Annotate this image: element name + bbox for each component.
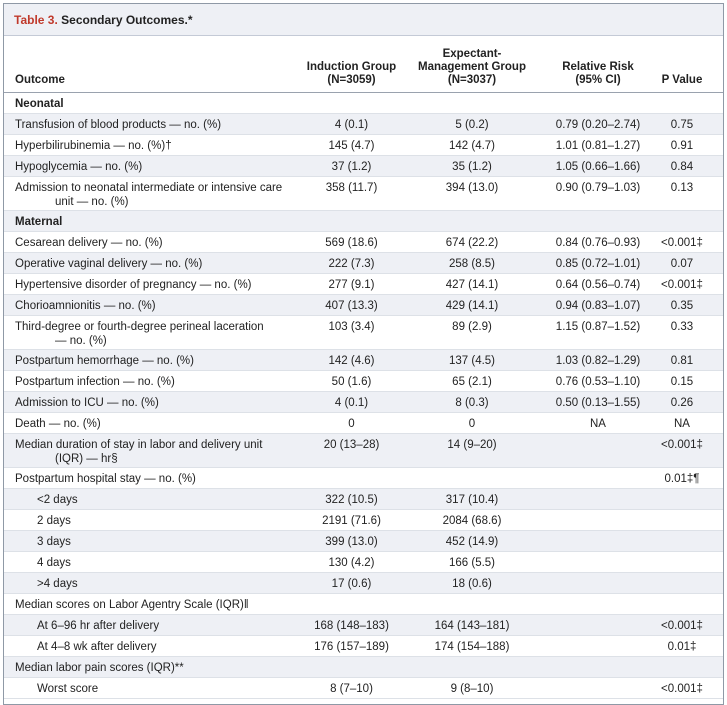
col-header-outcome: Outcome bbox=[15, 74, 65, 86]
cell-expectant: 164 (143–181) bbox=[434, 620, 510, 632]
cell-relative-risk: NA bbox=[590, 418, 606, 430]
cell-relative-risk: 1.01 (0.81–1.27) bbox=[555, 140, 641, 152]
row-label bbox=[15, 376, 295, 390]
cell-p-value: 0.01‡¶ bbox=[664, 473, 700, 485]
cell-expectant: 142 (4.7) bbox=[448, 140, 496, 152]
cell-induction: 142 (4.6) bbox=[328, 355, 375, 367]
col-header-induction-line2: (N=3059) bbox=[327, 74, 376, 86]
cell-induction: 222 (7.3) bbox=[328, 258, 375, 270]
row-label-text: Admission to neonatal intermediate or intensive care bbox=[15, 182, 283, 194]
cell-p-value: <0.001‡ bbox=[661, 237, 703, 249]
cell-p-value: 0.13 bbox=[670, 182, 694, 194]
cell-expectant: 394 (13.0) bbox=[445, 182, 499, 194]
table-row bbox=[4, 594, 723, 615]
row-label-text: >4 days bbox=[37, 578, 78, 590]
table-frame bbox=[3, 3, 724, 705]
row-label bbox=[15, 355, 295, 369]
row-label bbox=[15, 473, 295, 487]
table-row bbox=[4, 413, 723, 434]
cell-p-value: 0.91 bbox=[670, 140, 694, 152]
table-title-bar bbox=[4, 4, 723, 36]
table-row bbox=[4, 371, 723, 392]
cell-p-value: <0.001‡ bbox=[661, 683, 703, 695]
table-row bbox=[4, 316, 723, 350]
row-label bbox=[37, 683, 317, 697]
col-header-expectant bbox=[406, 48, 538, 87]
cell-induction: 8 (7–10) bbox=[330, 683, 373, 695]
cell-induction: 176 (157–189) bbox=[314, 641, 389, 653]
cell-expectant: 166 (5.5) bbox=[448, 557, 496, 569]
cell-p-value: 0.81 bbox=[670, 355, 694, 367]
cell-expectant: 18 (0.6) bbox=[452, 578, 492, 590]
row-label-text: Postpartum infection — no. (%) bbox=[15, 376, 175, 388]
cell-induction: 4 (0.1) bbox=[334, 119, 369, 131]
cell-expectant: 174 (154–188) bbox=[434, 641, 510, 653]
cell-induction: 145 (4.7) bbox=[328, 140, 375, 152]
cell-induction: 17 (0.6) bbox=[331, 578, 372, 590]
cell-p-value: 0.33 bbox=[670, 321, 694, 333]
cell-relative-risk: 1.05 (0.66–1.66) bbox=[555, 161, 641, 173]
cell-p-value: <0.001‡ bbox=[661, 279, 703, 291]
cell-relative-risk: 0.94 (0.83–1.07) bbox=[555, 300, 641, 312]
table-body bbox=[4, 93, 723, 699]
col-header-p-value: P Value bbox=[661, 74, 703, 86]
table-section-row bbox=[4, 211, 723, 232]
row-label bbox=[15, 321, 295, 348]
cell-p-value: 0.84 bbox=[670, 161, 694, 173]
row-label bbox=[37, 494, 317, 508]
cell-p-value: 0.15 bbox=[670, 376, 694, 388]
row-label bbox=[37, 557, 317, 571]
cell-p-value: <0.001‡ bbox=[661, 439, 703, 451]
table-row bbox=[4, 678, 723, 699]
col-header-expectant-line3: (N=3037) bbox=[447, 74, 497, 86]
table-number: Table 3. bbox=[14, 12, 58, 27]
cell-p-value: 0.26 bbox=[670, 397, 694, 409]
cell-relative-risk: 0.64 (0.56–0.74) bbox=[555, 279, 641, 291]
cell-induction: 4 (0.1) bbox=[334, 397, 369, 409]
row-label bbox=[15, 140, 295, 154]
row-label bbox=[15, 182, 295, 209]
cell-expectant: 2084 (68.6) bbox=[442, 515, 502, 527]
cell-p-value: 0.01‡ bbox=[667, 641, 697, 653]
row-label-text: Median labor pain scores (IQR)** bbox=[15, 662, 184, 674]
col-header-expectant-line1: Expectant- bbox=[442, 48, 502, 60]
row-label-text: Hyperbilirubinemia — no. (%)† bbox=[15, 140, 172, 152]
row-label bbox=[37, 515, 317, 529]
cell-relative-risk: 0.79 (0.20–2.74) bbox=[555, 119, 641, 131]
cell-p-value: <0.001‡ bbox=[661, 620, 703, 632]
row-label bbox=[37, 620, 317, 634]
cell-relative-risk: 1.15 (0.87–1.52) bbox=[555, 321, 641, 333]
cell-expectant: 14 (9–20) bbox=[447, 439, 497, 451]
col-header-expectant-line2: Management Group bbox=[418, 61, 526, 73]
row-label-text: Operative vaginal delivery — no. (%) bbox=[15, 258, 203, 270]
cell-induction: 277 (9.1) bbox=[328, 279, 375, 291]
table-section-row bbox=[4, 93, 723, 114]
row-label bbox=[37, 641, 317, 655]
row-label-text: <2 days bbox=[37, 494, 78, 506]
cell-relative-risk: 0.90 (0.79–1.03) bbox=[555, 182, 641, 194]
cell-induction: 37 (1.2) bbox=[331, 161, 372, 173]
row-label-text: Median duration of stay in labor and delivery unit bbox=[15, 439, 263, 451]
row-label bbox=[15, 98, 295, 112]
cell-induction: 322 (10.5) bbox=[325, 494, 378, 506]
row-label bbox=[15, 258, 295, 272]
row-label-text: Worst score bbox=[37, 683, 99, 695]
cell-induction: 103 (3.4) bbox=[328, 321, 375, 333]
row-label-text-line2: — no. (%) bbox=[55, 334, 107, 347]
row-label bbox=[15, 599, 295, 613]
table-row bbox=[4, 392, 723, 413]
row-label bbox=[15, 397, 295, 411]
table-row bbox=[4, 510, 723, 531]
cell-induction: 50 (1.6) bbox=[331, 376, 372, 388]
row-label bbox=[15, 662, 295, 676]
cell-induction: 20 (13–28) bbox=[323, 439, 380, 451]
table-row bbox=[4, 274, 723, 295]
table-row bbox=[4, 636, 723, 657]
row-label-text: 2 days bbox=[37, 515, 71, 527]
row-label bbox=[15, 119, 295, 133]
cell-p-value: 0.07 bbox=[670, 258, 694, 270]
row-label-text-line2: (IQR) — hr§ bbox=[55, 452, 118, 465]
row-label-text: Death — no. (%) bbox=[15, 418, 101, 430]
cell-expectant: 317 (10.4) bbox=[445, 494, 499, 506]
row-label-text: Transfusion of blood products — no. (%) bbox=[15, 119, 222, 131]
col-header-induction-line1: Induction Group bbox=[306, 61, 397, 73]
table-row bbox=[4, 434, 723, 468]
row-label bbox=[15, 279, 295, 293]
table-row bbox=[4, 114, 723, 135]
row-label-text: Chorioamnionitis — no. (%) bbox=[15, 300, 156, 312]
cell-expectant: 137 (4.5) bbox=[448, 355, 496, 367]
row-label bbox=[15, 161, 295, 175]
row-label-text: Postpartum hemorrhage — no. (%) bbox=[15, 355, 194, 367]
row-label-text: Neonatal bbox=[15, 98, 64, 110]
cell-expectant: 9 (8–10) bbox=[450, 683, 494, 695]
cell-induction: 130 (4.2) bbox=[328, 557, 375, 569]
cell-p-value: 0.35 bbox=[670, 300, 694, 312]
row-label-text: At 6–96 hr after delivery bbox=[37, 620, 160, 632]
cell-induction: 0 bbox=[348, 418, 355, 430]
col-header-rr-line2: (95% CI) bbox=[575, 74, 621, 86]
table-row bbox=[4, 350, 723, 371]
cell-relative-risk: 0.84 (0.76–0.93) bbox=[555, 237, 641, 249]
row-label-text: Maternal bbox=[15, 216, 63, 228]
row-label-text: Hypoglycemia — no. (%) bbox=[15, 161, 143, 173]
cell-induction: 399 (13.0) bbox=[325, 536, 378, 548]
cell-expectant: 65 (2.1) bbox=[452, 376, 492, 388]
row-label bbox=[37, 536, 317, 550]
table-row bbox=[4, 489, 723, 510]
row-label-text-line2: unit — no. (%) bbox=[55, 195, 129, 208]
cell-induction: 569 (18.6) bbox=[325, 237, 378, 249]
table-row bbox=[4, 573, 723, 594]
row-label-text: Hypertensive disorder of pregnancy — no. (%) bbox=[15, 279, 252, 291]
table-row bbox=[4, 657, 723, 678]
cell-expectant: 674 (22.2) bbox=[445, 237, 499, 249]
cell-relative-risk: 1.03 (0.82–1.29) bbox=[555, 355, 641, 367]
cell-induction: 168 (148–183) bbox=[314, 620, 389, 632]
cell-expectant: 258 (8.5) bbox=[448, 258, 496, 270]
table-row bbox=[4, 232, 723, 253]
cell-induction: 2191 (71.6) bbox=[322, 515, 381, 527]
row-label bbox=[15, 300, 295, 314]
table-row bbox=[4, 135, 723, 156]
row-label bbox=[15, 216, 295, 230]
table-row bbox=[4, 156, 723, 177]
col-header-induction bbox=[294, 61, 409, 87]
row-label bbox=[15, 418, 295, 432]
row-label bbox=[15, 439, 295, 466]
col-header-rr-line1: Relative Risk bbox=[562, 61, 634, 73]
cell-relative-risk: 0.85 (0.72–1.01) bbox=[555, 258, 641, 270]
row-label-text: Third-degree or fourth-degree perineal laceration bbox=[15, 321, 264, 333]
row-label bbox=[15, 237, 295, 251]
row-label-text: Median scores on Labor Agentry Scale (IQR)‖ bbox=[15, 599, 249, 611]
table-row bbox=[4, 468, 723, 489]
cell-relative-risk: 0.50 (0.13–1.55) bbox=[555, 397, 641, 409]
table-header bbox=[4, 36, 723, 93]
row-label-text: Admission to ICU — no. (%) bbox=[15, 397, 159, 409]
table-row bbox=[4, 253, 723, 274]
cell-expectant: 429 (14.1) bbox=[445, 300, 499, 312]
table-title: Secondary Outcomes.* bbox=[61, 12, 193, 27]
cell-expectant: 8 (0.3) bbox=[455, 397, 489, 409]
cell-relative-risk: 0.76 (0.53–1.10) bbox=[555, 376, 641, 388]
table-row bbox=[4, 552, 723, 573]
table-row bbox=[4, 615, 723, 636]
row-label-text: At 4–8 wk after delivery bbox=[37, 641, 157, 653]
cell-expectant: 5 (0.2) bbox=[455, 119, 489, 131]
cell-expectant: 452 (14.9) bbox=[445, 536, 499, 548]
row-label-text: Postpartum hospital stay — no. (%) bbox=[15, 473, 196, 485]
table-row bbox=[4, 295, 723, 316]
row-label-text: 4 days bbox=[37, 557, 71, 569]
table-row bbox=[4, 531, 723, 552]
cell-p-value: 0.75 bbox=[670, 119, 694, 131]
cell-induction: 407 (13.3) bbox=[325, 300, 378, 312]
row-label-text: Cesarean delivery — no. (%) bbox=[15, 237, 163, 249]
cell-p-value: NA bbox=[674, 418, 690, 430]
cell-expectant: 427 (14.1) bbox=[445, 279, 499, 291]
row-label-text: 3 days bbox=[37, 536, 71, 548]
cell-expectant: 35 (1.2) bbox=[452, 161, 492, 173]
cell-expectant: 89 (2.9) bbox=[452, 321, 492, 333]
cell-expectant: 0 bbox=[468, 418, 476, 430]
row-label bbox=[37, 578, 317, 592]
cell-induction: 358 (11.7) bbox=[325, 182, 378, 194]
table-row bbox=[4, 177, 723, 211]
